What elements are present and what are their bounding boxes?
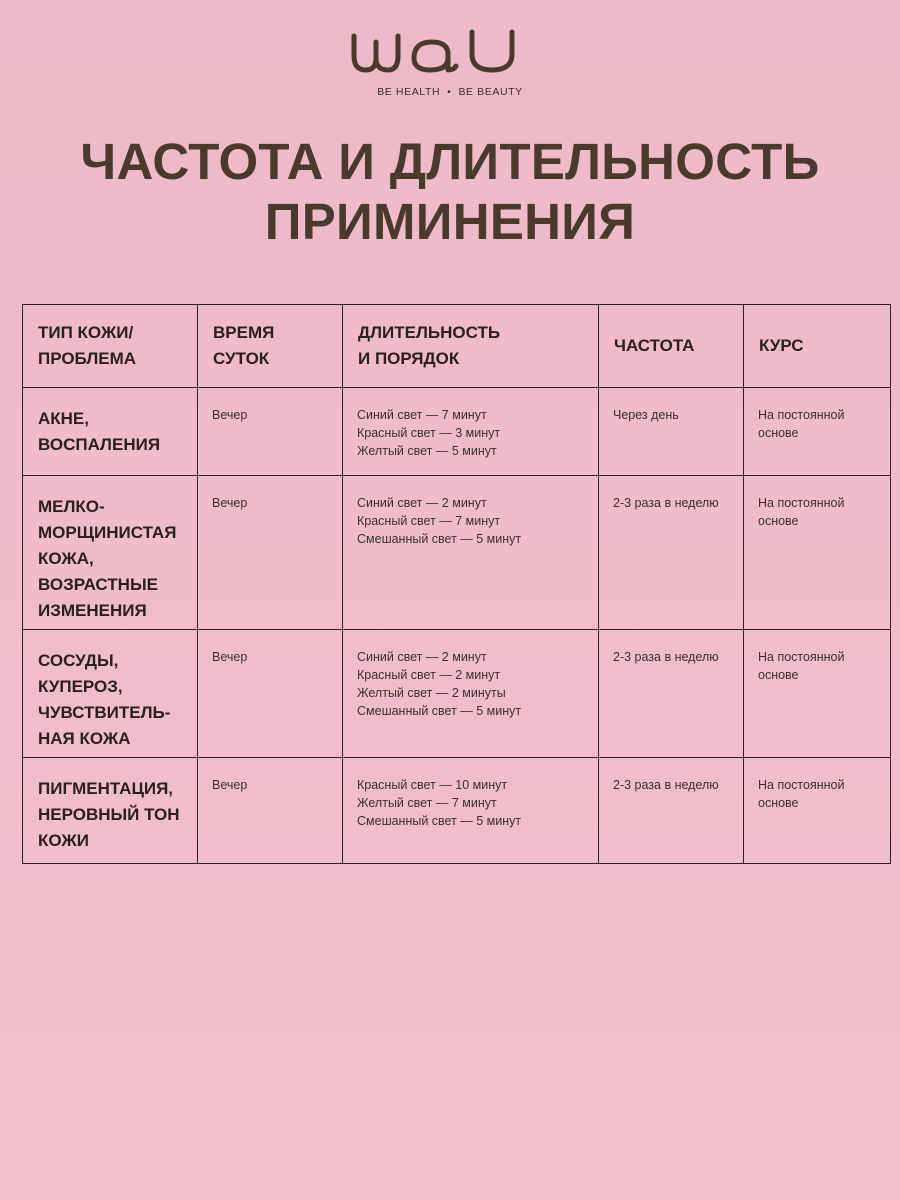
duration-cell-line: Желтый свет — 5 минут	[357, 444, 497, 458]
duration-cell-line: Красный свет — 7 минут	[357, 514, 501, 528]
table-row	[23, 758, 891, 864]
table-body	[23, 388, 891, 864]
course-cell-line: На постоянной	[758, 650, 845, 664]
frequency-cell-line: 2-3 раза в неделю	[613, 496, 719, 510]
skin-type-cell-line: МЕЛКО-	[38, 497, 105, 516]
skin-type-cell-line: НАЯ КОЖА	[38, 729, 131, 748]
header-text-line: ДЛИТЕЛЬНОСТЬ	[358, 323, 501, 342]
page-title-line-1: ЧАСТОТА И ДЛИТЕЛЬНОСТЬ	[80, 133, 820, 190]
header-text-line: ВРЕМЯ	[213, 323, 275, 342]
course-cell-line: основе	[758, 514, 799, 528]
tagline-left: BE HEALTH	[377, 86, 441, 98]
frequency-cell-line: 2-3 раза в неделю	[613, 778, 719, 792]
course-cell	[744, 630, 891, 758]
skin-type-cell-line: ВОЗРАСТНЫЕ	[38, 575, 158, 594]
time-of-day-cell-line: Вечер	[212, 650, 248, 664]
skin-type-cell-line: МОРЩИНИСТАЯ	[38, 523, 177, 542]
skin-type-cell	[23, 758, 198, 864]
time-of-day-cell	[198, 630, 343, 758]
frequency-cell-line: Через день	[613, 408, 679, 422]
skin-type-cell-line: СОСУДЫ,	[38, 651, 119, 670]
skin-type-cell-line: ЧУВСТВИТЕЛЬ-	[38, 703, 171, 722]
page-title-line-2: ПРИМИНЕНИЯ	[264, 193, 636, 250]
header-text-line: И ПОРЯДОК	[358, 349, 460, 368]
course-cell	[744, 758, 891, 864]
course-cell-line: На постоянной	[758, 408, 845, 422]
header-text-line: ЧАСТОТА	[614, 336, 695, 355]
duration-cell	[343, 388, 599, 476]
table-row	[23, 630, 891, 758]
duration-cell-line: Красный свет — 10 минут	[357, 778, 508, 792]
page-title	[0, 132, 900, 252]
frequency-cell	[599, 388, 744, 476]
time-of-day-cell-line: Вечер	[212, 778, 248, 792]
header-text-line: ТИП КОЖИ/	[38, 323, 134, 342]
course-cell-line: На постоянной	[758, 496, 845, 510]
brand-header	[0, 26, 900, 98]
table-row	[23, 476, 891, 630]
skin-type-cell-line: АКНЕ,	[38, 409, 89, 428]
course-cell-line: основе	[758, 426, 799, 440]
header-text-line: СУТОК	[213, 349, 270, 368]
course-cell	[744, 476, 891, 630]
course-cell-line: основе	[758, 668, 799, 682]
course-cell	[744, 388, 891, 476]
duration-cell-line: Желтый свет — 7 минут	[357, 796, 497, 810]
duration-cell-line: Красный свет — 3 минут	[357, 426, 501, 440]
duration-cell-line: Синий свет — 7 минут	[357, 408, 487, 422]
frequency-cell	[599, 630, 744, 758]
time-of-day-cell	[198, 758, 343, 864]
skin-type-cell	[23, 476, 198, 630]
skin-type-cell	[23, 630, 198, 758]
header-text-line: ПРОБЛЕМА	[38, 349, 137, 368]
brand-tagline	[0, 86, 900, 98]
skin-type-cell-line: КОЖИ	[38, 831, 89, 850]
table-header-row	[23, 305, 891, 388]
duration-cell-line: Красный свет — 2 минут	[357, 668, 501, 682]
skin-type-cell-line: НЕРОВНЫЙ ТОН	[38, 805, 180, 824]
header-duration-order	[343, 305, 599, 388]
skin-type-cell	[23, 388, 198, 476]
usage-table	[22, 304, 891, 864]
table-row	[23, 388, 891, 476]
duration-cell	[343, 758, 599, 864]
duration-cell-line: Смешанный свет — 5 минут	[357, 814, 522, 828]
duration-cell	[343, 630, 599, 758]
frequency-cell-line: 2-3 раза в неделю	[613, 650, 719, 664]
course-cell-line: основе	[758, 796, 799, 810]
time-of-day-cell	[198, 476, 343, 630]
duration-cell-line: Смешанный свет — 5 минут	[357, 532, 522, 546]
duration-cell-line: Желтый свет — 2 минуты	[357, 686, 506, 700]
duration-cell	[343, 476, 599, 630]
header-frequency	[599, 305, 744, 388]
skin-type-cell-line: КУПЕРОЗ,	[38, 677, 123, 696]
duration-cell-line: Синий свет — 2 минут	[357, 496, 487, 510]
header-time-of-day	[198, 305, 343, 388]
skin-type-cell-line: ВОСПАЛЕНИЯ	[38, 435, 161, 454]
time-of-day-cell	[198, 388, 343, 476]
frequency-cell	[599, 758, 744, 864]
tagline-right: BE BEAUTY	[458, 86, 523, 98]
header-course	[744, 305, 891, 388]
time-of-day-cell-line: Вечер	[212, 408, 248, 422]
duration-cell-line: Синий свет — 2 минут	[357, 650, 487, 664]
wau-logo	[350, 26, 550, 78]
skin-type-cell-line: ПИГМЕНТАЦИЯ,	[38, 779, 174, 798]
tagline-separator: •	[447, 86, 452, 98]
skin-type-cell-line: ИЗМЕНЕНИЯ	[38, 601, 147, 620]
frequency-cell	[599, 476, 744, 630]
skin-type-cell-line: КОЖА,	[38, 549, 94, 568]
course-cell-line: На постоянной	[758, 778, 845, 792]
duration-cell-line: Смешанный свет — 5 минут	[357, 704, 522, 718]
header-skin-type	[23, 305, 198, 388]
header-text-line: КУРС	[759, 336, 804, 355]
time-of-day-cell-line: Вечер	[212, 496, 248, 510]
